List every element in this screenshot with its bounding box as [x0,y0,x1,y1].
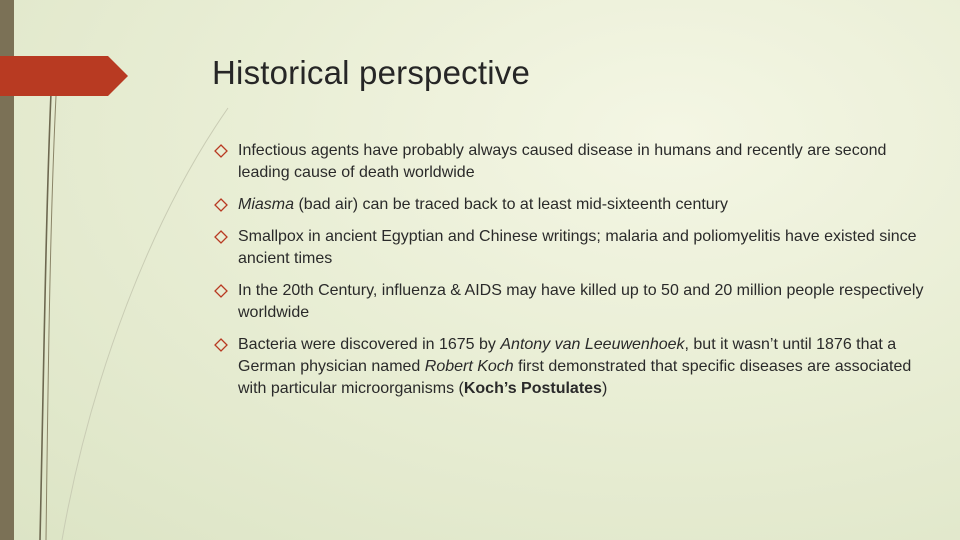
diamond-outline-icon [214,144,228,158]
title-accent-arrow [0,56,128,96]
bullet-text: first demonstrated that specific diseases are associated with particular microorganisms ( [238,358,912,397]
bullet-text: ) [601,380,608,397]
diamond-outline-icon [214,284,228,298]
bullet-item [214,226,926,270]
bullet-text: , but it wasn’t until 1876 that a German physician named [238,336,897,375]
bullet-text: (bad air) can be traced back to at least mid-sixteenth century [294,196,729,213]
bullet-text: Bacteria were discovered in 1675 by [238,336,501,353]
slide-title: Historical perspective [212,54,531,91]
bullet-text: Infectious agents have probably always caused disease in humans and recently are second leading cause of death worldwide [238,142,887,181]
bullet-strong: Koch’s Postulates [463,380,602,397]
bullet-list [214,140,926,410]
bullet-item [214,140,926,184]
diamond-outline-icon [214,230,228,244]
bullet-emphasis: Miasma [238,196,295,213]
bullet-item [214,280,926,324]
bullet-text: In the 20th Century, influenza & AIDS may have killed up to 50 and 20 million people respectively worldwide [238,282,924,321]
diamond-outline-icon [214,338,228,352]
bullet-item [214,334,926,400]
bullet-item [214,194,926,216]
bullet-emphasis: Robert Koch [424,358,514,375]
diamond-outline-icon [214,198,228,212]
bullet-text: Smallpox in ancient Egyptian and Chinese writings; malaria and poliomyelitis have existed since ancient times [238,228,917,267]
bullet-emphasis: Antony van Leeuwenhoek [500,336,685,353]
